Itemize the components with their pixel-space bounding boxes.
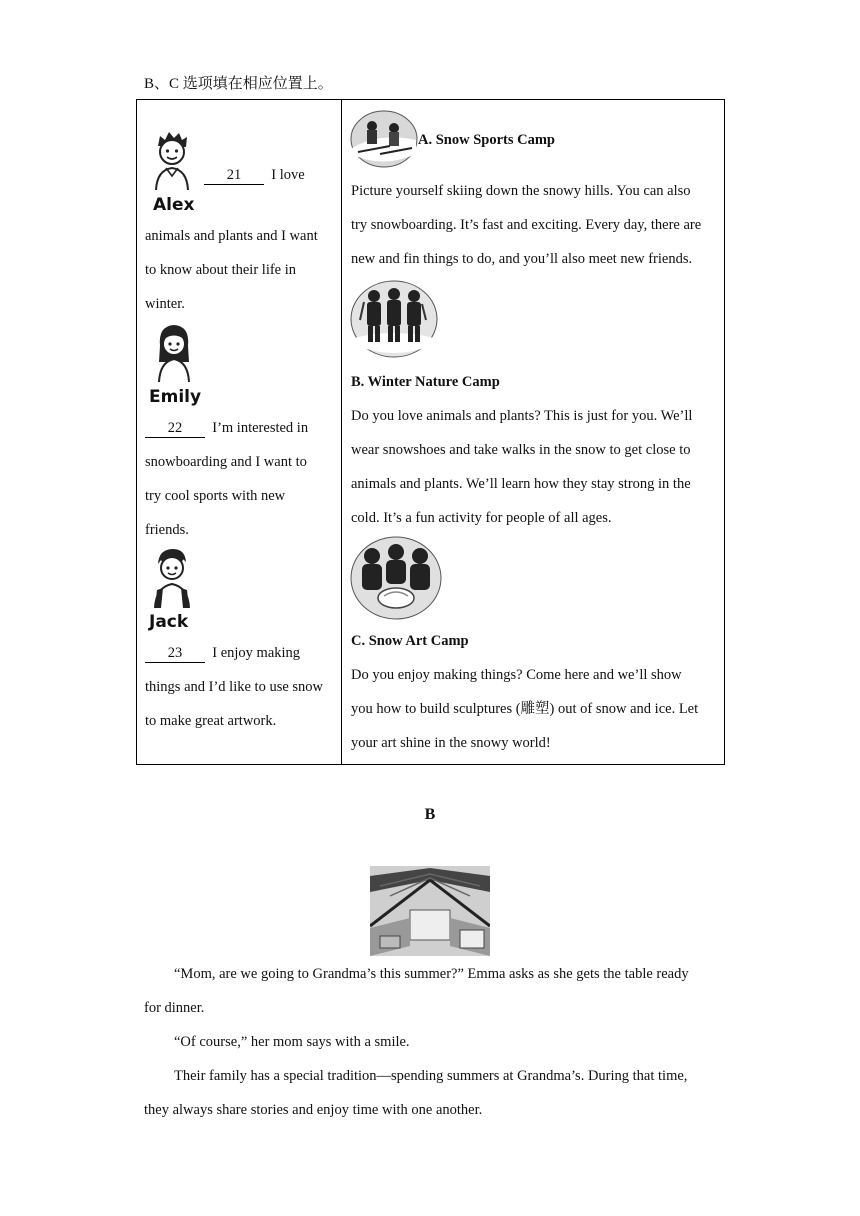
people-column [137, 100, 342, 765]
person-statement: snowboarding and I want to try cool sports with new friends. [145, 454, 307, 538]
answer-line: 21 I love [204, 158, 305, 192]
person-name: Jack [149, 612, 189, 632]
story-paragraph: Their family has a special tradition—spending summers at Grandma’s. During that time, they always share stories and enjoy time with one another. [144, 1068, 688, 1118]
answer-line: 23 I enjoy making [145, 636, 300, 670]
snow-sculpture-photo-icon [350, 536, 442, 620]
camp-a-description: Picture yourself skiing down the snowy hills. You can also try snowboarding. It’s fast and exciting. Every day, there are new and fin things to do, and you’ll also meet new friends. [351, 183, 702, 267]
blank-22[interactable]: 22 [145, 419, 205, 438]
person-statement: things and I’d like to use snow to make great artwork. [145, 679, 324, 729]
boy-avatar-icon [149, 546, 195, 610]
camp-a-title: A. Snow Sports Camp [418, 132, 555, 148]
camp-b-description: Do you love animals and plants? This is just for you. We’ll wear snowshoes and take walks in the snow to get close to animals and plants. We’ll learn how they stay strong in the cold. It’s a fun activity for people of all ages. [351, 408, 693, 526]
attic-room-photo-icon [370, 866, 490, 956]
girl-avatar-icon [149, 322, 199, 384]
answer-line: 22 I’m interested in [145, 411, 308, 445]
person-name: Alex [153, 195, 195, 215]
skiing-photo-icon [350, 110, 418, 168]
story-paragraph: “Mom, are we going to Grandma’s this summer?” Emma asks as she gets the table ready for dinner. [144, 966, 689, 1016]
camps-matching-table [136, 99, 725, 765]
boy-avatar-icon [149, 130, 195, 192]
section-heading: B [424, 806, 436, 823]
camps-column [342, 100, 725, 765]
camp-c-title: C. Snow Art Camp [351, 633, 469, 649]
blank-23[interactable]: 23 [145, 644, 205, 663]
camp-c-description: Do you enjoy making things? Come here and we’ll show you how to build sculptures (雕塑) out of snow and ice. Let your art shine in the snowy world! [351, 667, 699, 751]
person-name: Emily [149, 387, 202, 407]
hikers-photo-icon [350, 280, 438, 358]
camp-b-title: B. Winter Nature Camp [351, 374, 500, 390]
story-paragraph: “Of course,” her mom says with a smile. [174, 1034, 410, 1050]
person-statement: animals and plants and I want to know about their life in winter. [145, 228, 318, 312]
blank-21[interactable]: 21 [204, 166, 264, 185]
instruction-text: B、C 选项填在相应位置上。 [144, 76, 333, 92]
